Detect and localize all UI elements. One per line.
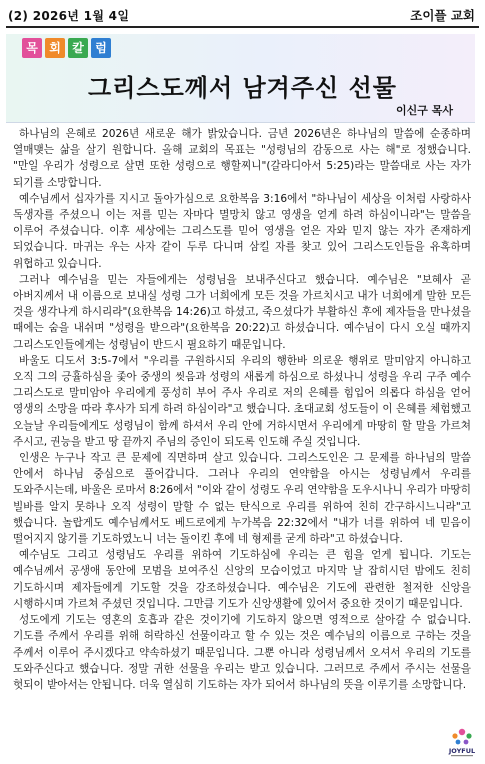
paragraph: 하나님의 은혜로 2026년 새로운 해가 밝았습니다. 금년 2026년은 하나님의 말씀에 순종하며 열매맺는 삶을 살기 원합니다. 올해 교회의 목표는 "성령님의 감동으로 사는 해"로 정했습니다. "만일 우리가 성령으로 살면 또한 성령으로 행할찌니"(갈라디아서 5:25)라는 말씀대로 사는 자가 되기를 소망합니다. — [13, 128, 471, 189]
paragraph: 그러나 예수님을 믿는 자들에게는 성령님을 보내주신다고 했습니다. 예수님은 "보혜사 곧 아버지께서 내 이름으로 보내실 성령 그가 너희에게 모든 것을 가르치시고 내가 너희에게 말한 모든 것을 생각나게 하시리라"(요한복음 14:26)고 하셨고, 죽으셨다가 부활하신 후에 제자들을 만나셨을 때에는 숨을 내쉬며 "성령을 받으라"(요한복음 20:22)고 하셨습니다. 예수님이 다시 오실 때까지 그리스도인들에게는 성령님이 반드시 필요하기 때문입니다. — [13, 273, 471, 351]
page-header — [0, 0, 485, 28]
paragraph: 예수님께서 십자가를 지시고 돌아가심으로 요한복음 3:16에서 "하나님이 세상을 이처럼 사랑하사 독생자를 주셨으니 이는 저를 믿는 자마다 멸망치 않고 영생을 얻게 하려 하심이니라"는 말씀을 이루어 주셨습니다. 이후 세상에는 그리스도를 믿어 영생을 얻은 자와 믿지 않는 자가 존재하게 되었습니다. 마귀는 우는 사자 같이 두루 다니며 삼킬 자를 찾고 있어 그리스도인들을 유혹하며 위협하고 있습니다. — [13, 192, 471, 270]
column-tag-char: 럼 — [91, 38, 111, 58]
article-title: 그리스도께서 남겨주신 선물 — [88, 73, 397, 102]
paragraph: 성도에게 기도는 영혼의 호흡과 같은 것이기에 기도하지 않으면 영적으로 살아갈 수 없습니다. 기도를 주께서 우리를 위해 허락하신 선물이라고 할 수 있는 것은 예수님의 이름으로 구하는 것을 주께서 이루어 주시겠다고 약속하셨기 때문입니다. 그뿐 아니라 성령님께서 오셔서 우리의 기도를 도와주신다고 했습니다. 정말 귀한 선물을 우리는 받고 있습니다. 그러므로 주께서 주시는 선물을 헛되이 받아서는 안됩니다. 더욱 열심히 기도하는 자가 되어서 하나님의 뜻을 이루기를 소망합니다. — [13, 614, 471, 691]
column-tag-char: 회 — [45, 38, 65, 58]
paragraph: 인생은 누구나 작고 큰 문제에 직면하며 살고 있습니다. 그리스도인은 그 문제를 하나님의 말씀 안에서 하나님 중심으로 풀어갑니다. 그러나 우리의 연약함을 아시는 성령님께서 우리를 도와주시는데, 바울은 로마서 8:26에서 "이와 같이 성령도 우리 연약함을 도우시나니 우리가 마땅히 빌바를 알지 못하나 오직 성령이 말할 수 없는 탄식으로 우리를 위하여 친히 간구하시느니라"고 했습니다. 놀랍게도 예수님께서도 베드로에게 누가복음 22:32에서 "내가 너를 위하여 네 믿음이 떨어지지 않기를 기도하였노니 너는 돌이킨 후에 네 형제를 굳게 하라"고 하셨습니다. — [13, 452, 471, 546]
header-divider — [6, 26, 479, 28]
paragraph: 바울도 디도서 3:5-7에서 "우리를 구원하시되 우리의 행한바 의로운 행위로 말미암지 아니하고 오직 그의 긍휼하심을 좇아 중생의 씻음과 성령의 새롭게 하심으로 하셨나니 성령을 우리 구주 예수 그리스도로 말미암아 우리에게 풍성히 부어 주사 우리로 저의 은혜를 힘입어 의롭다 하심을 얻어 영생의 소망을 따라 후사가 되게 하려 하심이라"고 했습니다. 초대교회 성도들이 이 은혜를 체험했고 오늘날 우리들에게도 성령님이 함께 하셔서 우리 안에 거하시면서 우리에게 마땅히 할 말을 가르쳐 주시고, 권능을 받고 땅 끝까지 주님의 증인이 되도록 인도해 주실 것입니다. — [13, 354, 471, 448]
paragraph: 예수님도 그리고 성령님도 우리를 위하여 기도하심에 우리는 큰 힘을 얻게 됩니다. 기도는 예수님께서 공생애 동안에 모범을 보여주신 신앙의 모습이었고 마지막 날 잡히시던 밤에도 친히 기도하시며 제자들에게 기도할 것을 강조하셨습니다. 예수님은 기도에 관련한 철저한 신앙을 시행하시며 가르쳐 주셨던 것입니다. 그만큼 기도가 신앙생활에 있어서 중요한 것이기 때문입니다. — [13, 549, 471, 610]
article-author: 이신구 목사 — [396, 104, 453, 117]
joyful-logo — [445, 722, 479, 760]
logo-text: JOYFUL — [448, 747, 476, 755]
article-body — [13, 126, 471, 693]
column-tag-char: 칼 — [68, 38, 88, 58]
column-tag — [22, 38, 111, 58]
issue-date: (2) 2026년 1월 4일 — [8, 9, 130, 23]
column-tag-char: 목 — [22, 38, 42, 58]
church-name: 조이플 교회 — [410, 8, 475, 23]
